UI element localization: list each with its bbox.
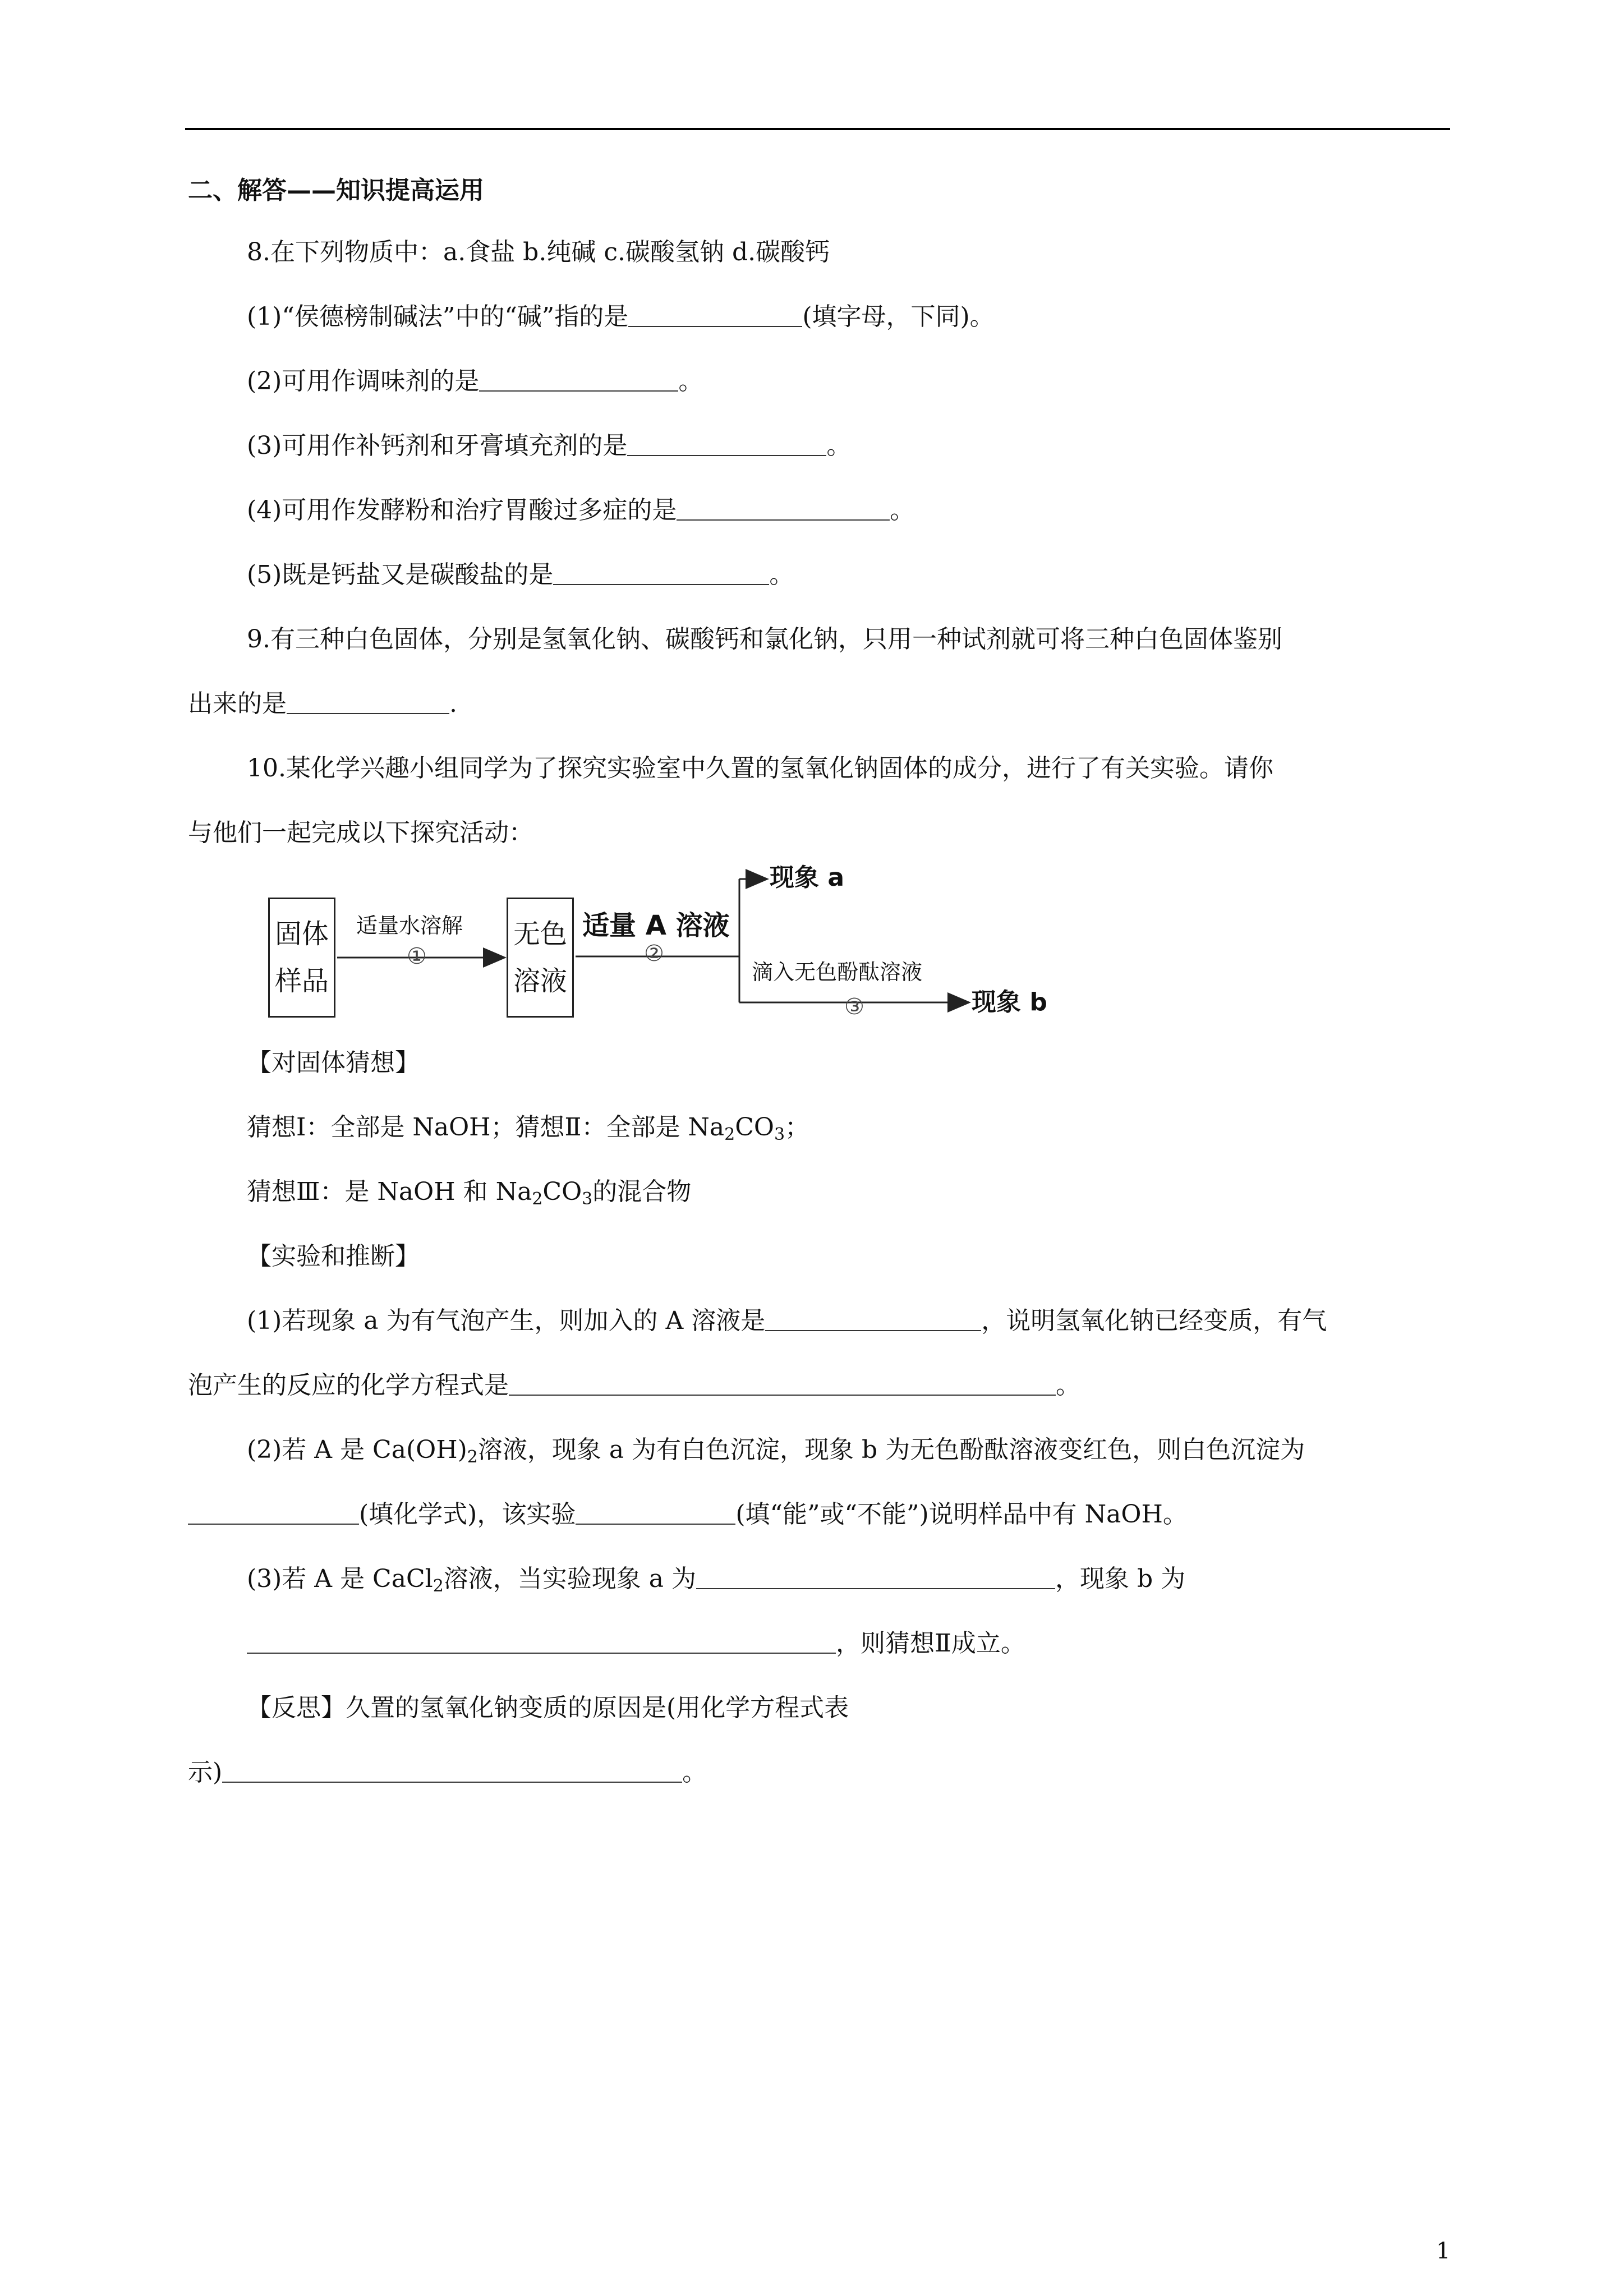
q8-part3-text: (3)可用作补钙剂和牙膏填充剂的是	[247, 431, 628, 460]
flow-box1-top: 固体	[274, 918, 329, 950]
exp-part1-line2	[188, 1369, 1080, 1402]
answer-blank[interactable]	[576, 1501, 735, 1525]
reflection-line2	[188, 1756, 707, 1789]
formula-part: CO	[542, 1177, 582, 1206]
experiment-heading: 【实验和推断】	[247, 1242, 420, 1271]
q8-part3-tail: 。	[826, 431, 852, 460]
q8-part1-text: (1)“侯德榜制碱法”中的“碱”指的是	[247, 302, 629, 331]
exp-part2-line2	[188, 1498, 1188, 1531]
q8-part5-text: (5)既是钙盐又是碳酸盐的是	[247, 560, 554, 589]
exp-part3-line1	[247, 1562, 1185, 1596]
answer-blank[interactable]	[553, 562, 769, 585]
subscript: 2	[433, 1576, 444, 1596]
reflection-line1: 【反思】久置的氢氧化钠变质的原因是(用化学方程式表	[247, 1694, 849, 1722]
q8-part5-tail: 。	[769, 560, 794, 589]
answer-blank[interactable]	[509, 1372, 1056, 1396]
q9-line1: 9.有三种白色固体，分别是氢氧化钠、碳酸钙和氯化钠，只用一种试剂就可将三种白色固体鉴别	[247, 625, 1282, 654]
reflection-text: 示)	[188, 1758, 223, 1787]
section-title: 二、解答——知识提高运用	[188, 176, 484, 205]
q10-line2: 与他们一起完成以下探究活动：	[188, 818, 533, 847]
answer-blank[interactable]	[188, 1501, 359, 1525]
q8-part1	[247, 300, 995, 334]
q8-part5	[247, 558, 794, 592]
q9-line2	[188, 687, 457, 721]
q8-part4-tail: 。	[890, 496, 915, 524]
subscript: 2	[724, 1125, 735, 1144]
exp-part1-line1	[247, 1304, 1327, 1338]
flow-box1-bottom: 样品	[274, 965, 329, 997]
answer-blank[interactable]	[677, 497, 890, 521]
answer-blank[interactable]	[696, 1566, 1055, 1589]
q9-line2-text: 出来的是	[188, 689, 287, 718]
answer-blank[interactable]	[222, 1759, 682, 1783]
exp-part1-tail: 。	[1056, 1371, 1080, 1400]
subscript: 3	[774, 1125, 785, 1144]
exp-part2-tail: (填“能”或“不能”)说明样品中有 NaOH。	[735, 1500, 1188, 1529]
q8-part2-text: (2)可用作调味剂的是	[247, 367, 480, 395]
exp-part1-cont: 泡产生的反应的化学方程式是	[188, 1371, 509, 1400]
exp-part1-mid: ，说明氢氧化钠已经变质，有气	[981, 1306, 1327, 1335]
answer-blank[interactable]	[287, 691, 449, 714]
subscript: 2	[467, 1447, 478, 1467]
exp-part3-line2	[247, 1627, 1025, 1660]
flow-result-a: 现象 a	[770, 863, 845, 892]
flow-step1-number: ①	[407, 944, 427, 969]
flow-step1-label: 适量水溶解	[356, 913, 463, 938]
guess-line2	[247, 1175, 691, 1209]
exp-part3-text: (3)若 A 是 CaCl	[247, 1565, 433, 1593]
answer-blank[interactable]	[627, 432, 826, 456]
exp-part2-mid: (填化学式)，该实验	[359, 1500, 576, 1529]
subscript: 3	[582, 1189, 593, 1209]
flow-step3-label: 滴入无色酚酞溶液	[752, 960, 923, 984]
flow-box2-bottom: 溶液	[513, 965, 567, 997]
q10-line1: 10.某化学兴趣小组同学为了探究实验室中久置的氢氧化钠固体的成分，进行了有关实验。请你	[247, 754, 1273, 783]
formula-part: CO	[735, 1113, 775, 1142]
guess-heading: 【对固体猜想】	[247, 1048, 420, 1077]
subscript: 2	[532, 1189, 543, 1209]
guess-line1-text: 猜想Ⅰ：全部是 NaOH；猜想Ⅱ：全部是 Na	[247, 1113, 725, 1142]
q8-part1-tail: (填字母，下同)。	[802, 302, 995, 331]
q8-part4	[247, 494, 914, 527]
header-rule	[185, 128, 1450, 130]
exp-part2-line1	[247, 1433, 1305, 1467]
exp-part2-text: (2)若 A 是 Ca(OH)	[247, 1435, 467, 1464]
exp-part3-tail: ，则猜想Ⅱ成立。	[836, 1629, 1025, 1658]
exp-part3-cont: 溶液，当实验现象 a 为	[443, 1565, 697, 1593]
answer-blank[interactable]	[765, 1308, 981, 1331]
flow-step2-number: ②	[644, 941, 664, 967]
guess-line1-tail: ；	[785, 1113, 810, 1142]
exp-part3-mid: ，现象 b 为	[1055, 1565, 1186, 1593]
flow-box2-top: 无色	[513, 918, 567, 950]
q9-line2-tail: .	[449, 689, 457, 718]
flow-result-b: 现象 b	[972, 988, 1047, 1016]
exp-part2-cont: 溶液，现象 a 为有白色沉淀，现象 b 为无色酚酞溶液变红色，则白色沉淀为	[477, 1435, 1305, 1464]
page-number: 1	[1436, 2238, 1451, 2264]
flow-step3-number: ③	[844, 994, 864, 1020]
guess-line1	[247, 1111, 809, 1144]
q8-part2	[247, 365, 703, 398]
reflection-tail: 。	[682, 1758, 707, 1787]
exp-part1-text: (1)若现象 a 为有气泡产生，则加入的 A 溶液是	[247, 1306, 766, 1335]
answer-blank[interactable]	[479, 368, 678, 392]
guess-line2-text: 猜想Ⅲ：是 NaOH 和 Na	[247, 1177, 532, 1206]
answer-blank[interactable]	[628, 303, 802, 327]
guess-line2-tail: 的混合物	[592, 1177, 692, 1206]
q8-part4-text: (4)可用作发酵粉和治疗胃酸过多症的是	[247, 496, 677, 524]
q8-part2-tail: 。	[678, 367, 703, 395]
experiment-flow-diagram	[258, 855, 1077, 1024]
q8-stem: 8.在下列物质中：a.食盐 b.纯碱 c.碳酸氢钠 d.碳酸钙	[247, 238, 830, 266]
answer-blank[interactable]	[247, 1630, 836, 1654]
flow-step2-label: 适量 A 溶液	[582, 910, 730, 941]
q8-part3	[247, 429, 851, 463]
